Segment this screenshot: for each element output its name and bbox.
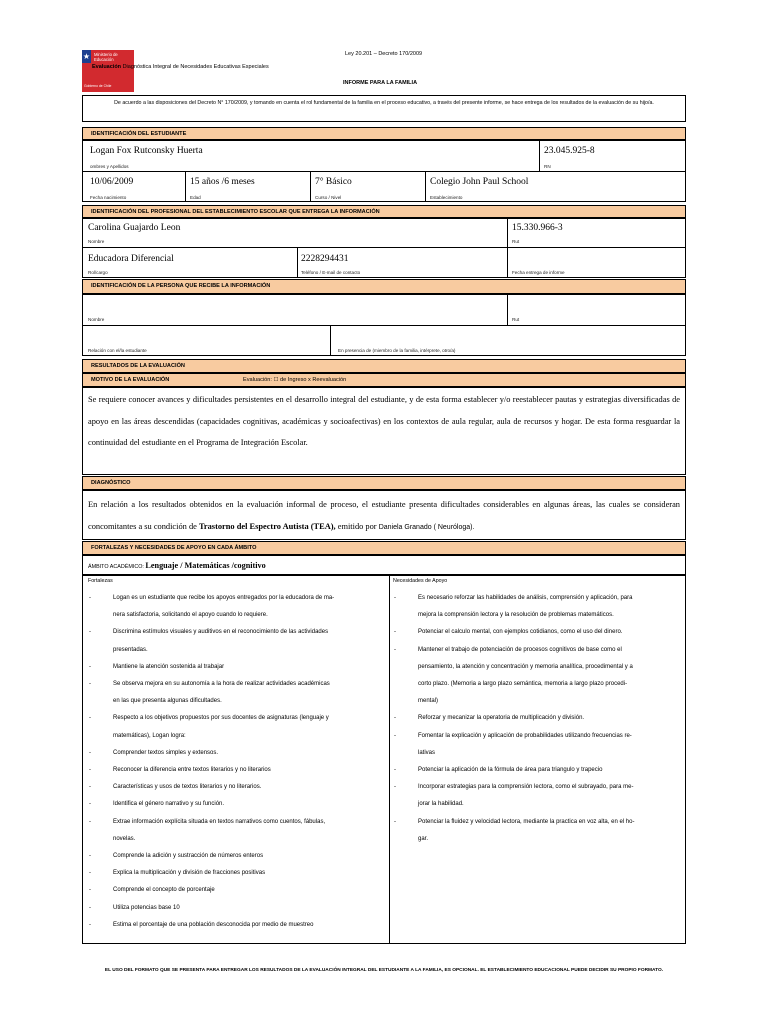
professional-rut: 15.330.966-3 — [512, 223, 563, 233]
student-age-label: Edad — [190, 195, 201, 200]
logo-line2: Educación — [94, 57, 114, 62]
list-item — [389, 710, 685, 727]
list-item-text: Comprende el concepto de porcentaje — [113, 887, 215, 894]
receiver-rut-label: Rut — [512, 317, 520, 322]
list-item-text: Comprender textos simples y extensos. — [113, 749, 219, 756]
star-icon: ★ — [82, 52, 91, 61]
list-item-text: Identifica el género narrativo y su función. — [113, 801, 225, 808]
strengths-section-title: FORTALEZAS Y NECESIDADES DE APOYO EN CADA ÁMBITO — [82, 541, 686, 555]
student-name: Logan Fox Rutconsky Huerta — [90, 146, 203, 156]
list-item-text: novelas. — [113, 835, 136, 842]
list-item-text: Reforzar y mecanizar la operatoria de multiplicación y división. — [418, 715, 585, 722]
bullet-dash: - — [394, 818, 396, 825]
professional-date-label: Fecha entrega de informe — [512, 270, 565, 275]
list-item — [84, 590, 386, 607]
law-reference: Ley 20.201 – Decreto 170/2009 — [345, 51, 423, 57]
student-rn: 23.045.925-8 — [544, 146, 595, 156]
list-item — [84, 779, 386, 796]
logo-line1: Ministerio de — [94, 52, 118, 57]
diagnosis-text: En relación a los resultados obtenidos en la evaluación informal de proceso, el estudiante presenta dificultades considerables en algunas áreas, las cuales se consideran concomitantes a su condición de Trastorno del Espectro Autista (TEA), emitido por Daniela Granado ( Neuróloga). — [88, 500, 680, 531]
diagnosis-label: DIAGNÓSTICO — [82, 476, 686, 490]
bullet-dash: - — [89, 595, 91, 601]
list-item-text: corto plazo. (Memoria a largo plazo semántica, memoria a largo plazo procedi- — [418, 681, 628, 688]
list-item — [389, 624, 685, 641]
bullet-dash: - — [89, 921, 91, 928]
list-item — [84, 659, 386, 676]
professional-section-title: IDENTIFICACIÓN DEL PROFESIONAL DEL ESTABLECIMIENTO ESCOLAR QUE ENTREGA LA INFORMACIÓN — [82, 205, 686, 218]
bullet-dash: - — [89, 784, 91, 791]
motive-text: Se requiere conocer avances y dificultades persistentes en el desarrollo integral del estudiante, y de esta forma establecer y/o reestablecer pautas y estrategias diversificadas de apoyo en las áreas descendidas (capacidades cognitivas, académicas y socioafectivas) en los contextos de aula regular, aula de recursos y hogar. De esta forma resguardar la continuidad del estudiante en el Programa de Integración Escolar. — [88, 395, 680, 447]
list-item — [84, 814, 386, 831]
list-item — [389, 728, 685, 745]
list-item — [84, 848, 386, 865]
professional-role-label: Rol/cargo — [88, 270, 108, 275]
bullet-dash: - — [89, 767, 91, 774]
list-item-text: Incorporar estrategias para la comprensión lectora, como el subrayado, para me- — [418, 784, 634, 791]
list-item-text: presentadas. — [113, 646, 148, 653]
list-item-text: Fomentar la explicación y aplicación de probabilidades utilizando frecuencias re- — [418, 732, 632, 739]
list-item-text: Discrimina estímulos visuales y auditivos en el reconocimiento de las actividades — [113, 629, 329, 636]
list-item — [389, 659, 685, 676]
logo-sub: Gobierno de Chile — [84, 84, 112, 88]
list-item — [389, 796, 685, 813]
list-item-text: lativas — [418, 749, 436, 756]
professional-rut-label: Rut — [512, 239, 520, 244]
list-item-text: Se observa mejora en su autonomía a la hora de realizar actividades académicas — [113, 681, 330, 688]
list-item — [84, 745, 386, 762]
list-item-text: Utiliza potencias base 10 — [113, 904, 180, 911]
list-item-text: pensamiento, la atención y concentración y memoria analítica, procedimental y a — [418, 663, 633, 670]
bullet-dash: - — [89, 681, 91, 688]
receiver-relation-label: Relación con el/la estudiante — [88, 348, 147, 353]
receiver-section-title: IDENTIFICACIÓN DE LA PERSONA QUE RECIBE LA INFORMACIÓN — [82, 279, 686, 294]
list-item — [84, 882, 386, 899]
list-item-text: Comprende la adición y sustracción de números enteros — [113, 853, 264, 860]
area-label: ÁMBITO ACADÉMICO: Lenguaje / Matemáticas /cognitivo — [88, 561, 266, 570]
professional-name: Carolina Guajardo Leon — [88, 223, 181, 233]
list-item — [84, 642, 386, 659]
list-item — [84, 762, 386, 779]
list-item — [389, 762, 685, 779]
bullet-dash: - — [89, 870, 91, 877]
professional-phone: 2228294431 — [301, 254, 349, 264]
needs-list — [389, 590, 685, 848]
ministry-logo — [82, 50, 134, 92]
student-course-label: Curso / Nivel — [315, 195, 342, 200]
receiver-presence-label: En presencia de (miembro de la familia, intérprete, otro/a) — [338, 348, 456, 353]
list-item-text: Potenciar el calculo mental, con ejemplos cotidianos, como el uso del dinero. — [418, 629, 623, 636]
list-item — [84, 624, 386, 641]
list-item-text: gar. — [418, 835, 429, 842]
student-birth-label: Fecha nacimiento — [90, 195, 127, 200]
list-item — [389, 607, 685, 624]
list-item-text: Mantiene la atención sostenida al trabajar — [113, 663, 225, 670]
results-section-title: RESULTADOS DE LA EVALUACIÓN — [82, 359, 686, 373]
list-item — [389, 642, 685, 659]
list-item-text: Estima el porcentaje de una población desconocida por medio de muestreo — [113, 921, 314, 928]
list-item-text: jorar la habilidad. — [418, 801, 464, 808]
list-item-text: Es necesario reforzar las habilidades de análisis, comprensión y aplicación, para — [418, 595, 633, 601]
list-item-text: Potenciar la aplicación de la fórmula de área para triangulo y trapecio — [418, 767, 603, 774]
student-school-label: Establecimiento — [430, 195, 463, 200]
bullet-dash: - — [394, 784, 396, 791]
needs-column-title: Necesidades de Apoyo — [393, 578, 448, 584]
professional-name-label: Nombre — [88, 239, 105, 244]
bullet-dash: - — [89, 663, 91, 670]
student-rn-label: RN — [544, 164, 551, 169]
strengths-column-title: Fortalezas — [88, 578, 113, 584]
list-item-text: en las que presenta algunas dificultades. — [113, 698, 222, 705]
bullet-dash: - — [394, 767, 396, 774]
bullet-dash: - — [394, 732, 396, 739]
list-item-text: Potenciar la fluidez y velocidad lectora, mediante la practica en voz alta, en el ho- — [418, 818, 635, 825]
list-item — [84, 831, 386, 848]
list-item — [389, 814, 685, 831]
bullet-dash: - — [394, 646, 396, 653]
receiver-name-label: Nombre — [88, 317, 105, 322]
bullet-dash: - — [89, 818, 91, 825]
evaluation-title: Evaluación Diagnóstica Integral de Necesidades Educativas Especiales — [92, 64, 269, 70]
list-item — [84, 676, 386, 693]
list-item — [84, 900, 386, 917]
list-item-text: Características y usos de textos literarios y no literarios. — [113, 784, 262, 791]
list-item — [84, 917, 386, 934]
list-item-text: Mantener el trabajo de potenciación de procesos cognitivos de base como el — [418, 646, 622, 653]
list-item-text: Respecto a los objetivos propuestos por sus docentes de asignaturas (lenguaje y — [113, 715, 329, 722]
student-age: 15 años /6 meses — [190, 177, 255, 187]
bullet-dash: - — [89, 904, 91, 911]
bullet-dash: - — [89, 629, 91, 636]
list-item — [84, 710, 386, 727]
list-item — [84, 865, 386, 882]
list-item — [389, 590, 685, 607]
list-item — [84, 796, 386, 813]
list-item — [389, 745, 685, 762]
report-title: INFORME PARA LA FAMILIA — [343, 80, 418, 86]
list-item — [389, 693, 685, 710]
bullet-dash: - — [89, 801, 91, 808]
bullet-dash: - — [89, 853, 91, 860]
bullet-dash: - — [89, 715, 91, 722]
list-item — [389, 831, 685, 848]
bullet-dash: - — [394, 629, 396, 636]
intro-text: De acuerdo a las disposiciones del Decreto N° 170/2009, y tomando en cuenta el rol fundamental de la familia en el proceso educativo, a través del presente informe, se hace entrega de los resultados de la evaluación de su hijo/a. — [114, 100, 654, 106]
student-school: Colegio John Paul School — [430, 177, 529, 187]
list-item — [389, 779, 685, 796]
list-item-text: matemáticas), Logan logra: — [113, 732, 186, 739]
student-name-label: ombres y Apellidos — [90, 164, 129, 169]
professional-phone-label: Teléfono / E-mail de contacto — [301, 270, 361, 275]
list-item-text: Reconocer la diferencia entre textos literarios y no literarios — [113, 767, 271, 774]
motive-label: MOTIVO DE LA EVALUACIÓN — [91, 377, 170, 383]
student-section-title: IDENTIFICACIÓN DEL ESTUDIANTE — [82, 127, 686, 140]
bullet-dash: - — [89, 749, 91, 756]
bullet-dash: - — [394, 595, 396, 601]
list-item-text: Explica la multiplicación y división de fracciones positivas — [113, 870, 266, 877]
list-item-text: mejora la comprensión lectora y la resolución de problemas matemáticos. — [418, 612, 614, 619]
footer-note: EL USO DEL FORMATO QUE SE PRESENTA PARA ENTREGAR LOS RESULTADOS DE LA EVALUACIÓN INTEGRAL DEL ESTUDIANTE A LA FAMILIA, ES OPCIONAL. EL ESTABLECIMIENTO EDUCACIONAL PUEDE DECIDIR SU PROPIO FORMATO. — [104, 968, 664, 973]
bullet-dash: - — [89, 887, 91, 894]
list-item-text: nera satisfactoria, solicitando el apoyo cuando lo requiere. — [113, 612, 268, 619]
list-item — [389, 676, 685, 693]
strengths-list — [84, 590, 386, 934]
student-birth: 10/06/2009 — [90, 177, 134, 187]
list-item — [84, 728, 386, 745]
bullet-dash: - — [394, 715, 396, 722]
evaluation-type: Evaluación: ☐ de Ingreso x Reevaluación — [243, 377, 347, 383]
student-course: 7° Básico — [315, 177, 352, 187]
motive-section — [82, 373, 686, 387]
professional-role: Educadora Diferencial — [88, 254, 174, 264]
list-item-text: Logan es un estudiante que recibe los apoyos entregados por la educadora de ma- — [113, 595, 335, 601]
list-item-text: mental) — [418, 698, 439, 705]
area-value: Lenguaje / Matemáticas /cognitivo — [145, 561, 266, 570]
list-item — [84, 693, 386, 710]
list-item-text: Extrae información explícita situada en textos narrativos como cuentos, fábulas, — [113, 818, 326, 825]
list-item — [84, 607, 386, 624]
